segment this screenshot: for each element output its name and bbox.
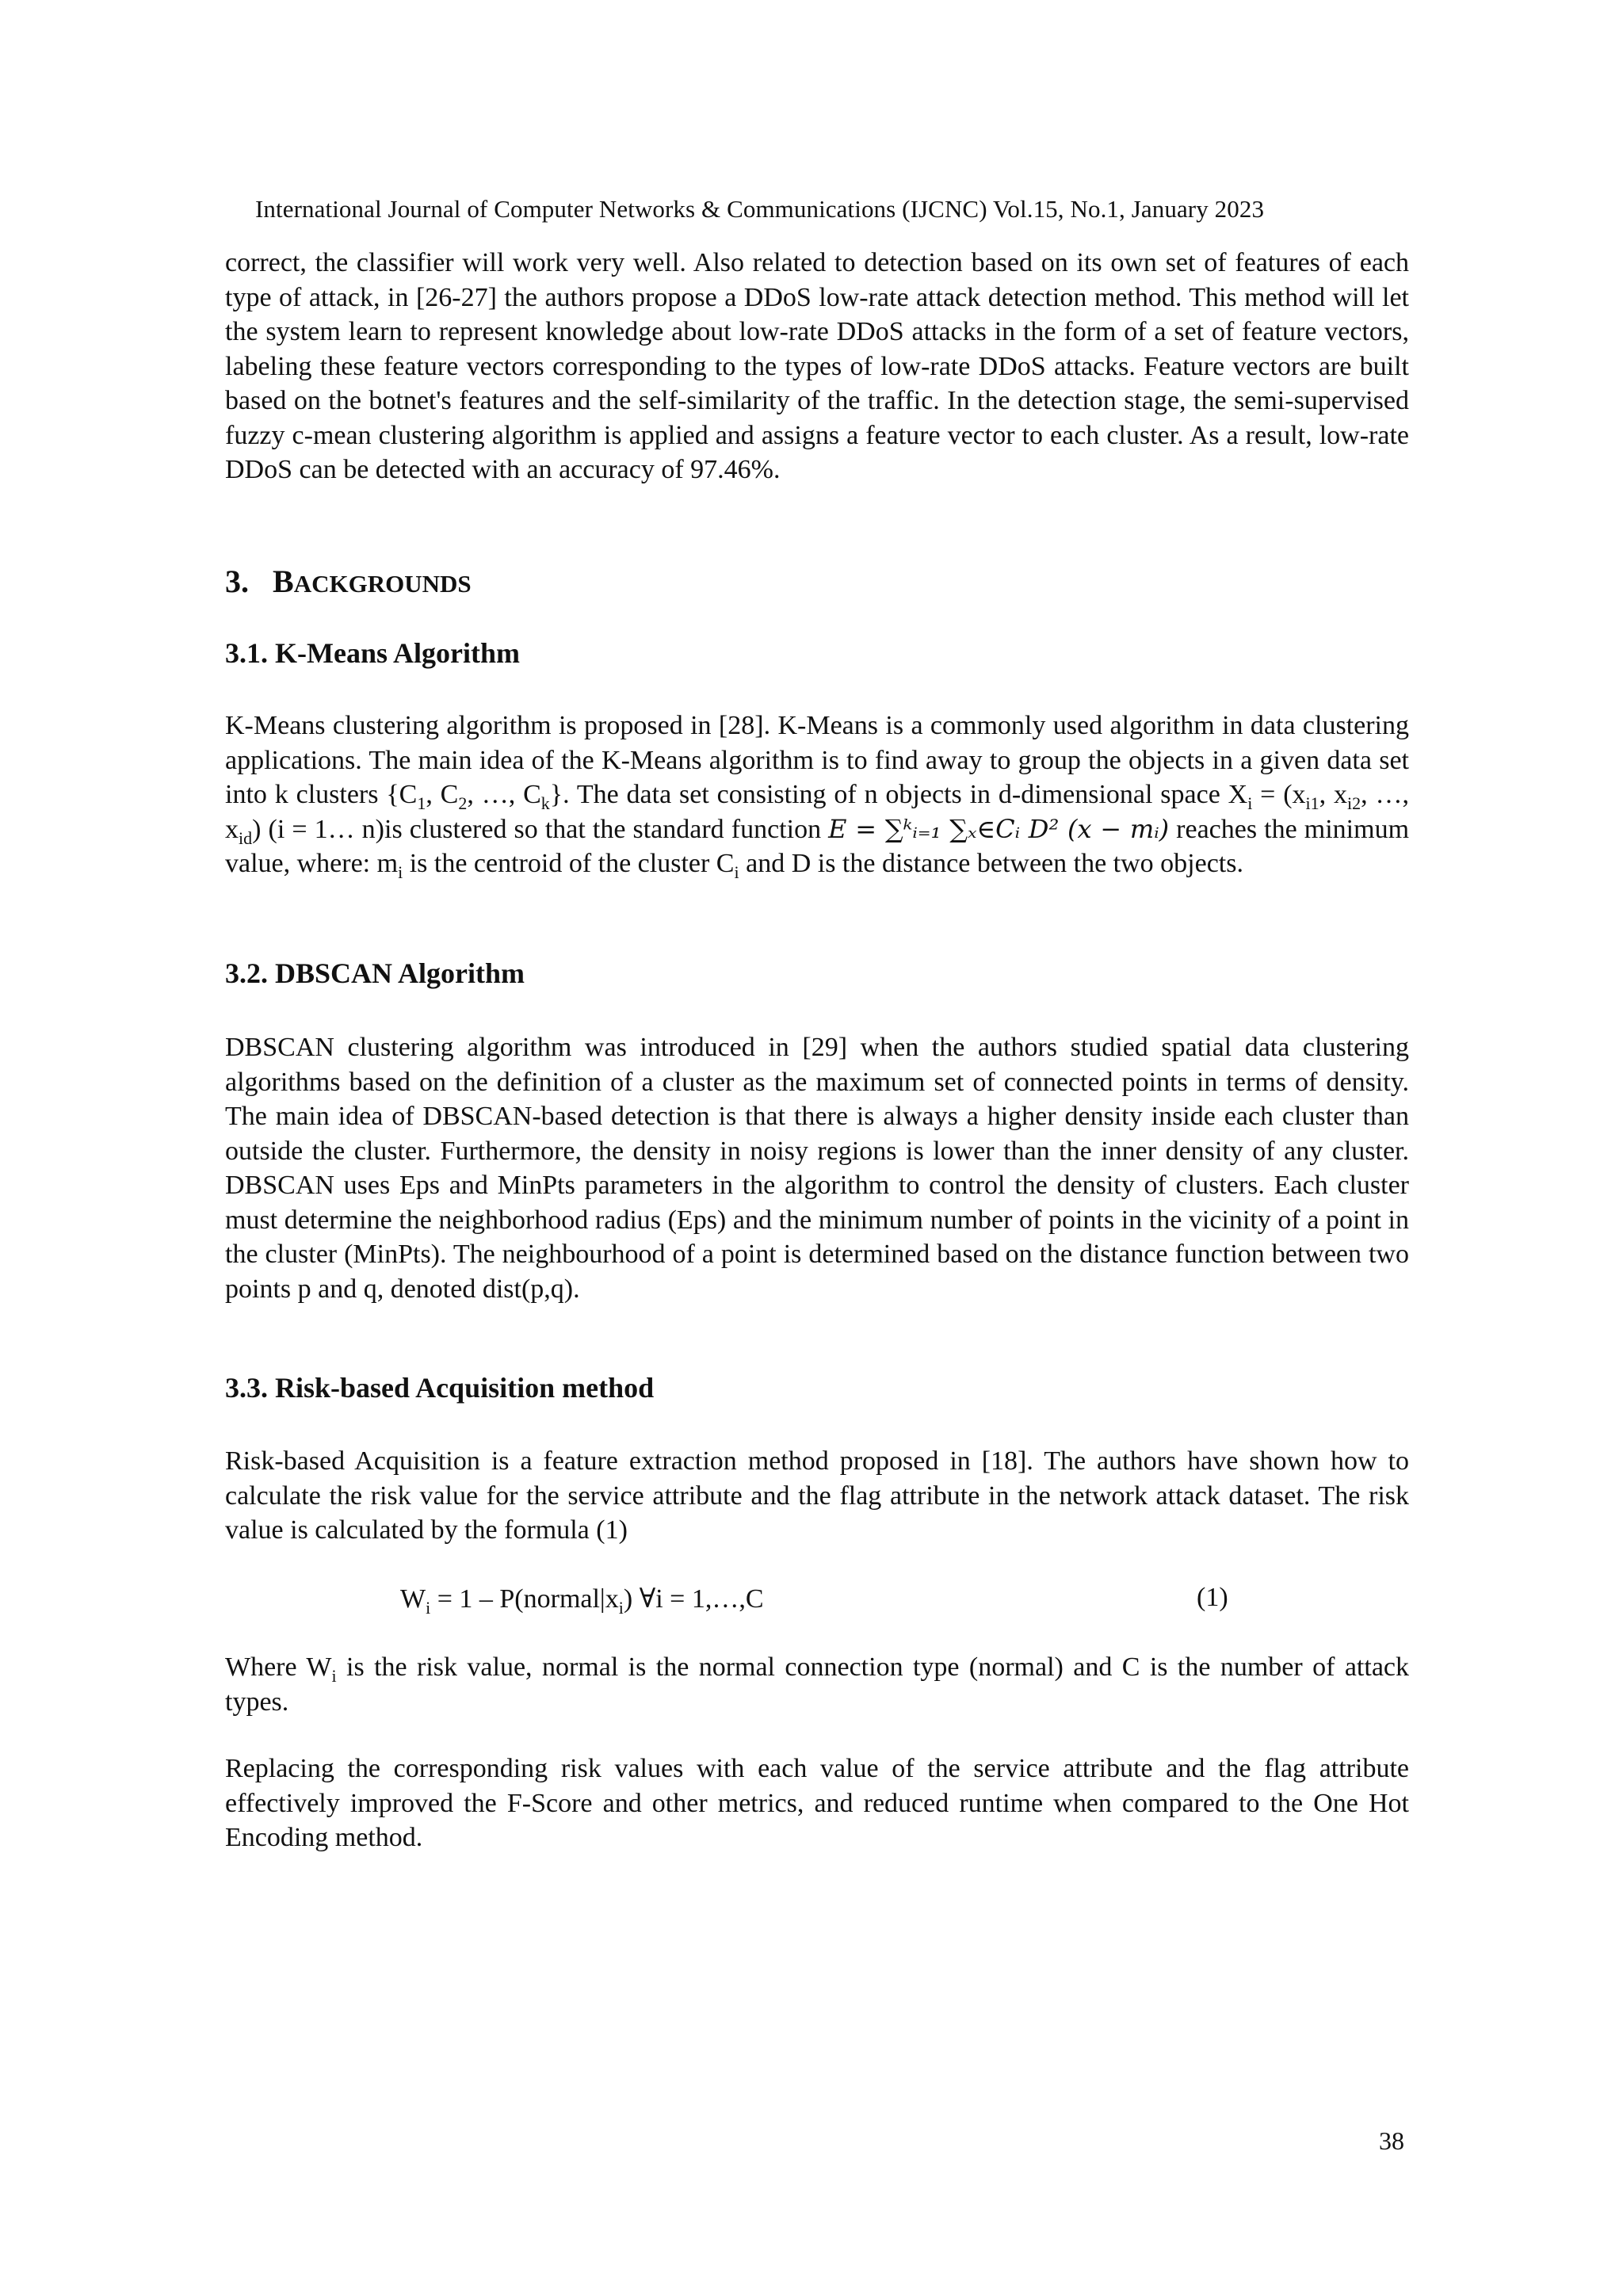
paragraph-kmeans: K-Means clustering algorithm is proposed in [28]. K-Means is a commonly used algorithm in data clustering applications. The main idea of the K-Means algorithm is to find away to group the objects in a given data set into k clusters {$C_1$, $C_2$, …, $C_k$}. The data set consisting of n objects in d-dimensional space $X_i = (x_{i1}$, $x_{i2}$, …, $x_{id}$) (i = 1… n)is clustered so that the standard function E = ∑ᵏᵢ₌₁ ∑ₓ∈Cᵢ D² (x − mᵢ) reaches the minimum value, where: $m_i$ is the centroid of the cluster $C_i$ and D is the distance between the two objects. xyxy=(225,711,1410,882)
paragraph-where: Where $W_i$ is the risk value, normal is the normal connection type (normal) and C is the number of attack types. xyxy=(225,1652,1409,1717)
journal-header: International Journal of Computer Networks & Communications (IJCNC) Vol.15, No.1, January 2023 xyxy=(255,195,1265,223)
section-title-rest: ACKGROUNDS xyxy=(293,570,472,598)
equation-1: $W_i = 1$ – $P(normal|x_i)$ ∀i = 1,…,C xyxy=(400,1584,764,1618)
kmeans-objective-formula: E = ∑ᵏᵢ₌₁ ∑ₓ∈Cᵢ D² (x − mᵢ) xyxy=(828,813,1170,844)
subsection-heading-risk-based: 3.3. Risk-based Acquisition method xyxy=(225,1372,655,1404)
section-title-initial: B xyxy=(273,563,294,599)
paragraph-risk-based: Risk-based Acquisition is a feature extraction method proposed in [18]. The authors have shown how to calculate the risk value for the service attribute and the flag attribute in the network attack dataset. The risk value is calculated by the formula (1) xyxy=(225,1446,1409,1545)
paragraph-dbscan: DBSCAN clustering algorithm was introduced in [29] when the authors studied spatial data clustering algorithms based on the definition of a cluster as the maximum set of connected points in terms of density. The main idea of DBSCAN-based detection is that there is always a higher density inside each cluster than outside the cluster. Furthermore, the density in noisy regions is lower than the inner density of any cluster. DBSCAN uses Eps and MinPts parameters in the algorithm to control the density of clusters. Each cluster must determine the neighborhood radius (Eps) and the minimum number of points in the vicinity of a point in the cluster (MinPts). The neighbourhood of a point is determined based on the distance function between two points p and q, denoted dist(p,q). xyxy=(225,1033,1409,1304)
page-number: 38 xyxy=(1379,2126,1404,2155)
paragraph-replacing: Replacing the corresponding risk values with each value of the service attribute and the flag attribute effectively improved the F-Score and other metrics, and reduced runtime when compared to the One Hot Encoding method. xyxy=(225,1754,1409,1852)
section-number: 3. xyxy=(225,563,249,599)
equation-number: (1) xyxy=(1197,1583,1228,1612)
subsection-heading-kmeans: 3.1. K-Means Algorithm xyxy=(225,637,520,669)
subsection-heading-dbscan: 3.2. DBSCAN Algorithm xyxy=(225,957,525,989)
section-heading-backgrounds xyxy=(225,563,472,600)
paragraph-intro: correct, the classifier will work very well. Also related to detection based on its own set of features of each type of attack, in [26-27] the authors propose a DDoS low-rate attack detection method. This method will let the system learn to represent knowledge about low-rate DDoS attacks in the form of a set of feature vectors, labeling these feature vectors corresponding to the types of low-rate DDoS attacks. Feature vectors are built based on the botnet's features and the self-similarity of the traffic. In the detection stage, the semi-supervised fuzzy c-mean clustering algorithm is applied and assigns a feature vector to each cluster. As a result, low-rate DDoS can be detected with an accuracy of 97.46%. xyxy=(225,248,1409,484)
